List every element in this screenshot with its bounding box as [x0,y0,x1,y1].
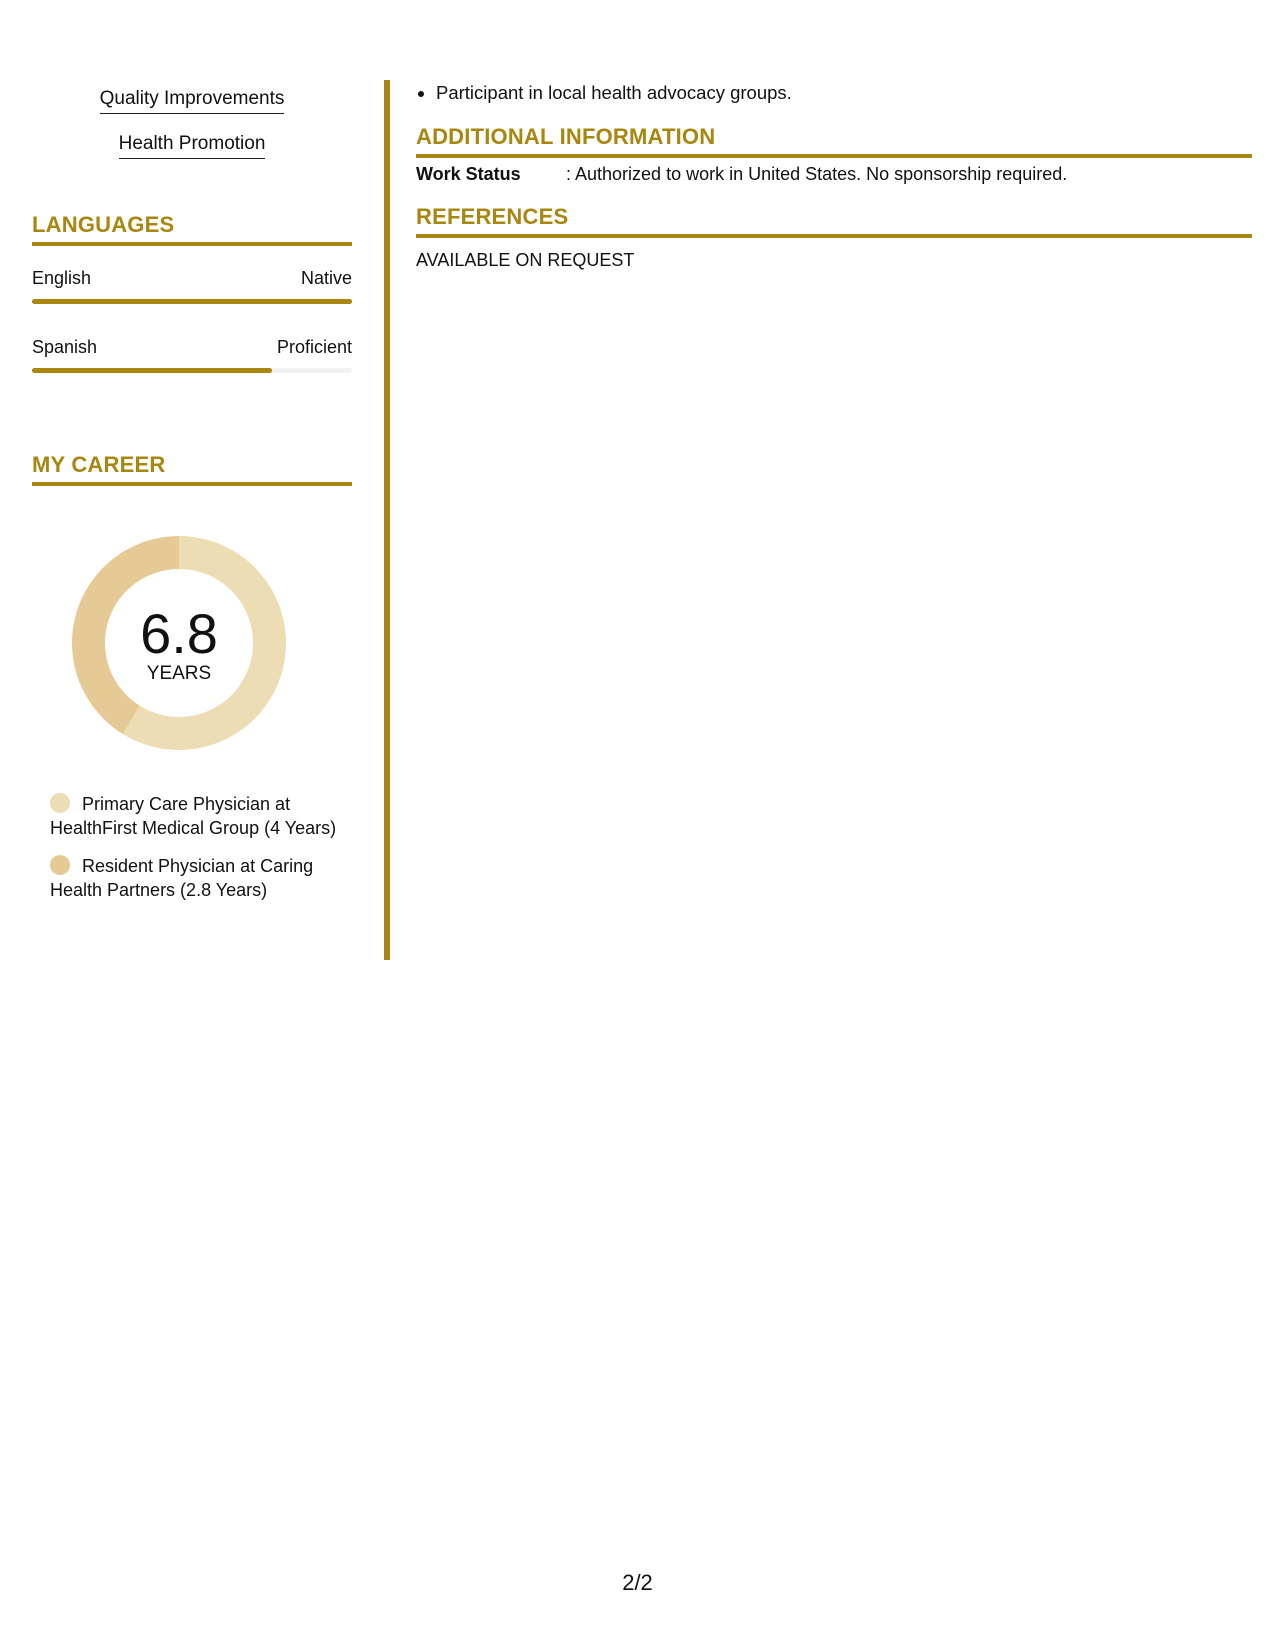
career-total-unit: YEARS [146,663,212,684]
language-item [32,337,352,373]
career-legend [50,792,350,916]
skill-tag-label: Quality Improvements [100,88,285,114]
language-proficiency-bar [32,299,352,304]
work-status-value: : Authorized to work in United States. No sponsorship required. [566,164,1068,184]
skill-tag-label: Health Promotion [119,133,266,159]
additional-info-heading: ADDITIONAL INFORMATION [416,124,1252,158]
languages-heading: LANGUAGES [32,212,352,246]
legend-label: Resident Physician at Caring Health Partners (2.8 Years) [50,856,314,900]
references-heading: REFERENCES [416,204,1252,238]
donut-center [66,530,292,756]
page-number: 2/2 [622,1570,653,1595]
language-name: Spanish [32,337,98,357]
legend-dot [50,793,70,813]
career-heading: MY CAREER [32,452,352,486]
legend-item [50,854,350,902]
legend-dot [50,855,70,875]
language-proficiency-fill [32,299,352,304]
work-status-label: Work Status [416,164,521,184]
career-donut-chart [66,530,292,756]
language-proficiency-bar [32,368,352,373]
column-divider [384,80,390,960]
legend-label: Primary Care Physician at HealthFirst Medical Group (4 Years) [50,794,337,838]
language-level: Proficient [276,337,352,357]
language-item [32,268,352,304]
language-proficiency-fill [32,368,272,373]
skill-tag [32,88,352,114]
activity-bullet: • Participant in local health advocacy groups. [436,80,792,106]
activities-list [416,80,792,106]
career-total-years: 6.8 [140,602,218,665]
skill-tag [32,133,352,159]
language-level: Native [300,268,352,288]
legend-item [50,792,350,840]
references-text: AVAILABLE ON REQUEST [416,250,635,270]
work-status-row [416,164,1067,185]
language-name: English [32,268,92,288]
